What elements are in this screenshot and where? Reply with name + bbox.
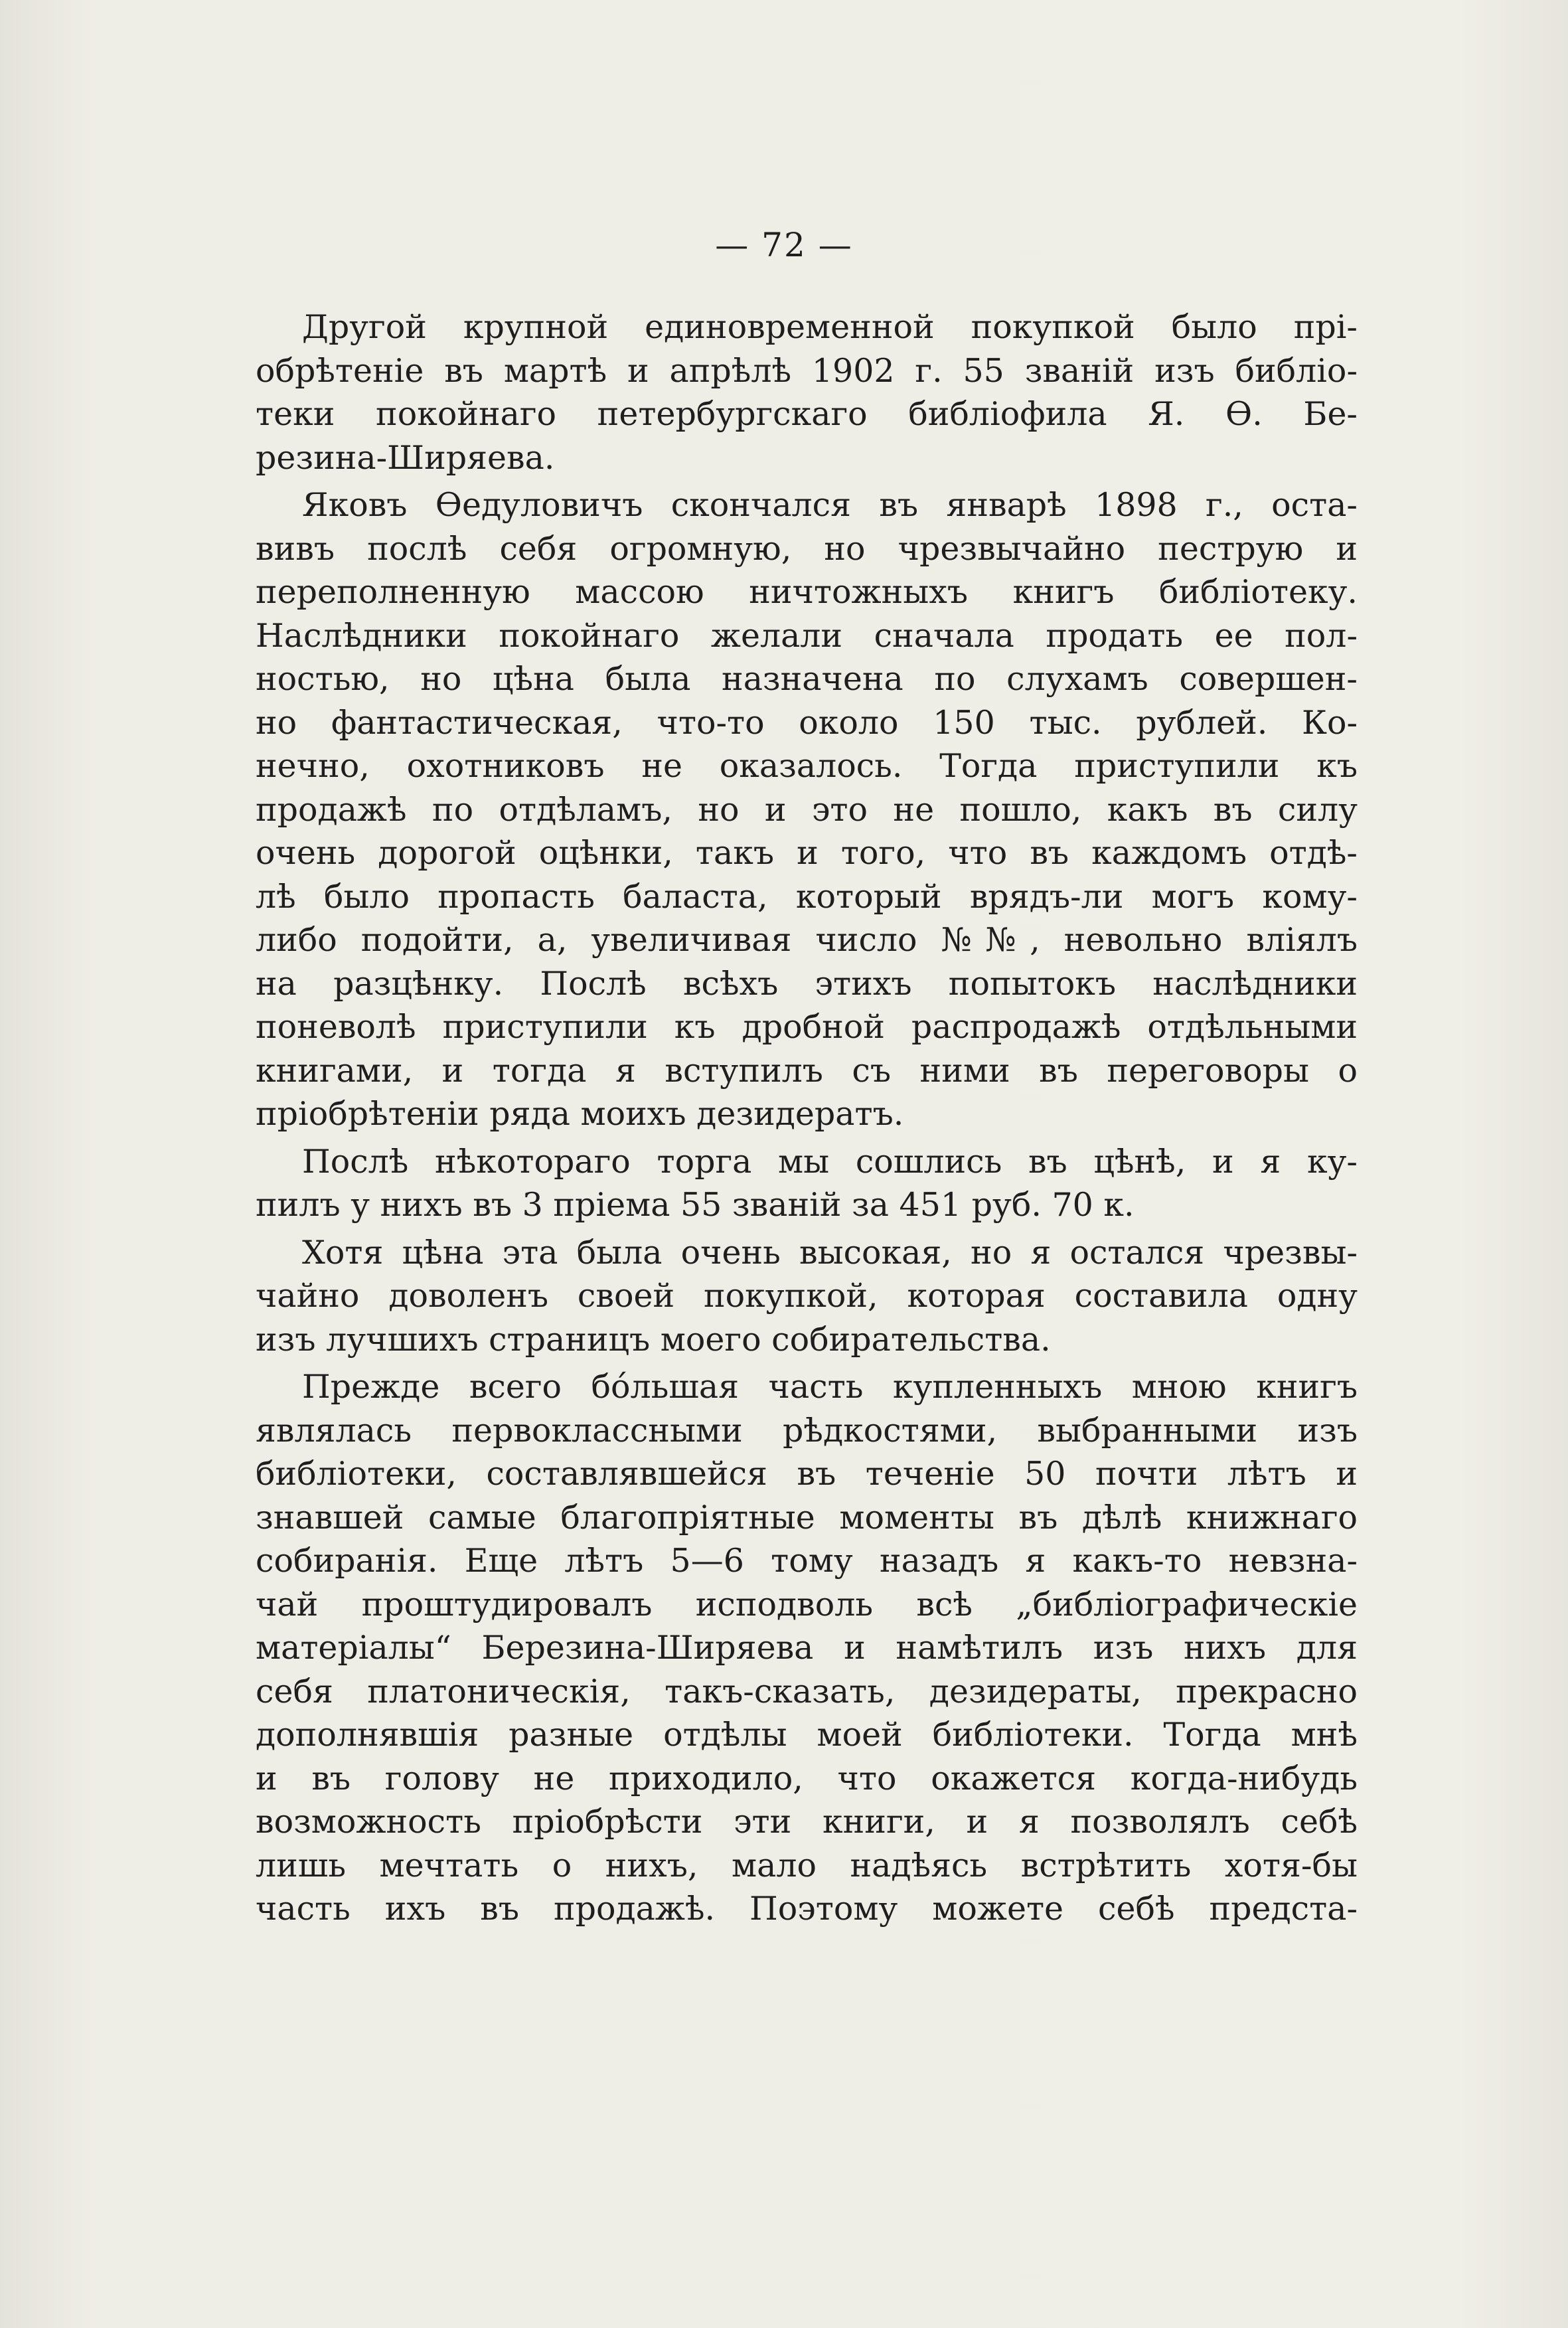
text-line: но фантастическая, что-то около 150 тыс. рублей. Ко- <box>256 703 1358 742</box>
text-line: являлась первоклассными рѣдкостями, выбранными изъ <box>256 1411 1358 1450</box>
text-line: чайно доволенъ своей покупкой, которая составила одну <box>256 1277 1358 1315</box>
paragraph <box>256 1231 1358 1362</box>
text-line: Яковъ Ѳедуловичъ скончался въ январѣ 1898 г., оста- <box>302 486 1358 524</box>
text-line: матеріалы“ Березина-Ширяева и намѣтилъ изъ нихъ для <box>256 1629 1358 1667</box>
text-line: нечно, охотниковъ не оказалось. Тогда приступили къ <box>256 747 1358 785</box>
text-line: знавшей самые благопріятные моменты въ дѣлѣ книжнаго <box>256 1498 1358 1537</box>
text-line: книгами, и тогда я вступилъ съ ними въ переговоры о <box>256 1051 1358 1090</box>
text-line: продажѣ по отдѣламъ, но и это не пошло, какъ въ силу <box>256 790 1358 829</box>
page-number: — 72 — <box>715 226 853 264</box>
paragraph <box>256 305 1358 479</box>
text-line: Другой крупной единовременной покупкой было прі- <box>302 308 1358 346</box>
text-line: либо подойти, а, увеличивая число №№, невольно вліялъ <box>256 921 1358 959</box>
text-line: лѣ было пропасть баласта, который врядъ-ли могъ кому- <box>256 877 1358 916</box>
text-line: поневолѣ приступили къ дробной распродажѣ отдѣльными <box>256 1008 1358 1046</box>
text-line: лишь мечтать о нихъ, мало надѣясь встрѣтить хотя-бы <box>256 1846 1358 1884</box>
paragraph <box>256 1140 1358 1227</box>
paragraph <box>256 1365 1358 1931</box>
text-line: на разцѣнку. Послѣ всѣхъ этихъ попытокъ наслѣдники <box>256 964 1358 1003</box>
text-line: обрѣтеніе въ мартѣ и апрѣлѣ 1902 г. 55 званій изъ библіо- <box>256 351 1358 390</box>
text-line: собиранія. Еще лѣтъ 5—6 тому назадъ я какъ-то невзна- <box>256 1542 1358 1580</box>
text-line: Послѣ нѣкотораго торга мы сошлись въ цѣнѣ, и я ку- <box>302 1142 1358 1181</box>
text-line: дополнявшія разные отдѣлы моей библіотеки. Тогда мнѣ <box>256 1716 1358 1754</box>
text-line: Хотя цѣна эта была очень высокая, но я остался чрезвы- <box>302 1233 1358 1272</box>
text-line: себя платоническія, такъ-сказать, дезидераты, прекрасно <box>256 1672 1358 1710</box>
text-line: библіотеки, составлявшейся въ теченіе 50 почти лѣтъ и <box>256 1455 1358 1493</box>
text-line: пилъ у нихъ въ 3 пріема 55 званій за 451 руб. 70 к. <box>256 1186 1135 1224</box>
text-line: чай проштудировалъ исподволь всѣ „библіографическіе <box>256 1585 1358 1623</box>
text-line: теки покойнаго петербургскаго библіофила Я. Ѳ. Бе- <box>256 395 1358 433</box>
text-line: Наслѣдники покойнаго желали сначала продать ее пол- <box>256 616 1358 655</box>
text-line: часть ихъ въ продажѣ. Поэтому можете себѣ предста- <box>256 1890 1358 1928</box>
text-line: переполненную массою ничтожныхъ книгъ библіотеку. <box>256 573 1358 611</box>
text-line: ностью, но цѣна была назначена по слухамъ совершен- <box>256 660 1358 698</box>
text-line: пріобрѣтеніи ряда моихъ дезидератъ. <box>256 1095 904 1133</box>
text-line: резина-Ширяева. <box>256 438 555 477</box>
text-line: возможность пріобрѣсти эти книги, и я позволялъ себѣ <box>256 1803 1358 1841</box>
text-line: и въ голову не приходило, что окажется когда-нибудь <box>256 1759 1358 1797</box>
text-line: изъ лучшихъ страницъ моего собирательства. <box>256 1320 1051 1359</box>
text-line: Прежде всего бóльшая часть купленныхъ мною книгъ <box>302 1368 1358 1406</box>
body-text <box>256 305 1358 1931</box>
text-line: очень дорогой оцѣнки, такъ и того, что въ каждомъ отдѣ- <box>256 834 1358 872</box>
text-line: вивъ послѣ себя огромную, но чрезвычайно пеструю и <box>256 529 1358 568</box>
paragraph <box>256 483 1358 1136</box>
